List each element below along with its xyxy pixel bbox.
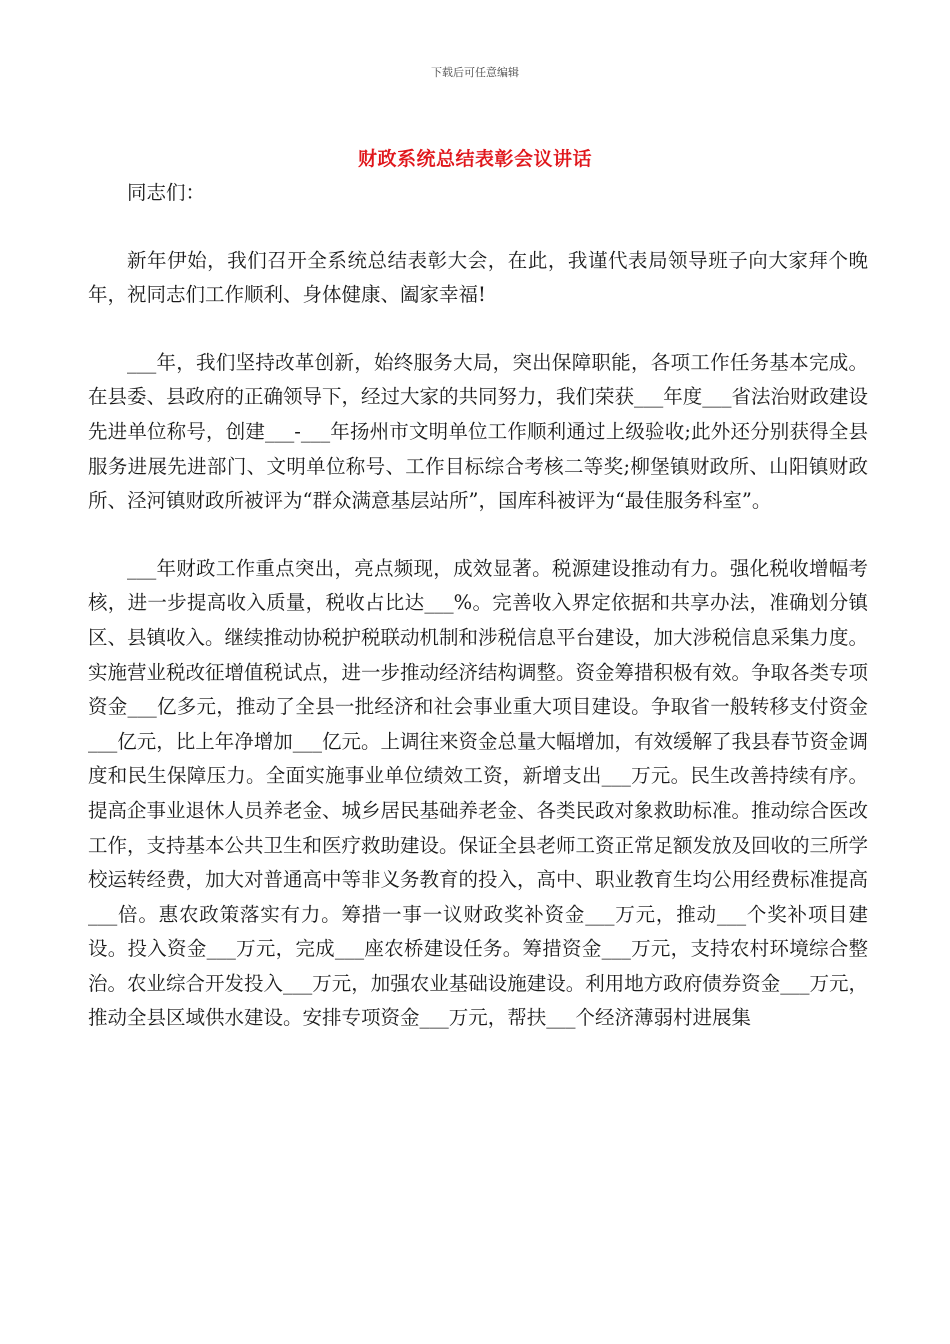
paragraph-achievements: ___年，我们坚持改革创新，始终服务大局，突出保障职能，各项工作任务基本完成。在县委、县政府的正确领导下，经过大家的共同努力，我们荣获___年度___省法治财政建设先进单位称号，创建___-___年扬州市文明单位工作顺利通过上级验收;此外还分别获得全县服务进展先进部门、文明单位称号、工作目标综合考核二等奖;柳堡镇财政所、山阳镇财政所、泾河镇财政所被评为“群众满意基层站所”，国库科被评为“最佳服务科室”。 [88,350,869,513]
paragraph-finance-work: ___年财政工作重点突出，亮点频现，成效显著。税源建设推动有力。强化税收增幅考核，进一步提高收入质量，税收占比达___%。完善收入界定依据和共享办法，准确划分镇区、县镇收入。继续推动协税护税联动机制和涉税信息平台建设，加大涉税信息采集力度。实施营业税改征增值税试点，进一步推动经济结构调整。资金筹措积极有效。争取各类专项资金___亿多元，推动了全县一批经济和社会事业重大项目建设。争取省一般转移支付资金___亿元，比上年净增加___亿元。上调往来资金总量大幅增加，有效缓解了我县春节资金调度和民生保障压力。全面实施事业单位绩效工资，新增支出___万元。民生改善持续有序。提高企事业退休人员养老金、城乡居民基础养老金、各类民政对象救助标准。推动综合医改工作，支持基本公共卫生和医疗救助建设。保证全县老师工资正常足额发放及回收的三所学校运转经费，加大对普通高中等非义务教育的投入，高中、职业教育生均公用经费标准提高___倍。惠农政策落实有力。筹措一事一议财政奖补资金___万元，推动___个奖补项目建设。投入资金___万元，完成___座农桥建设任务。筹措资金___万元，支持农村环境综合整治。农业综合开发投入___万元，加强农业基础设施建设。利用地方政府债券资金___万元，推动全县区域供水建设。安排专项资金___万元，帮扶___个经济薄弱村进展集 [88,556,869,1030]
salutation: 同志们： [127,181,206,204]
paragraph-greeting: 新年伊始，我们召开全系统总结表彰大会，在此，我谨代表局领导班子向大家拜个晚年，祝同志们工作顺利、身体健康、阖家幸福! [88,248,868,307]
document-title: 财政系统总结表彰会议讲话 [357,148,592,170]
document-body [88,176,868,1069]
page-header-note: 下载后可任意编辑 [431,66,519,79]
